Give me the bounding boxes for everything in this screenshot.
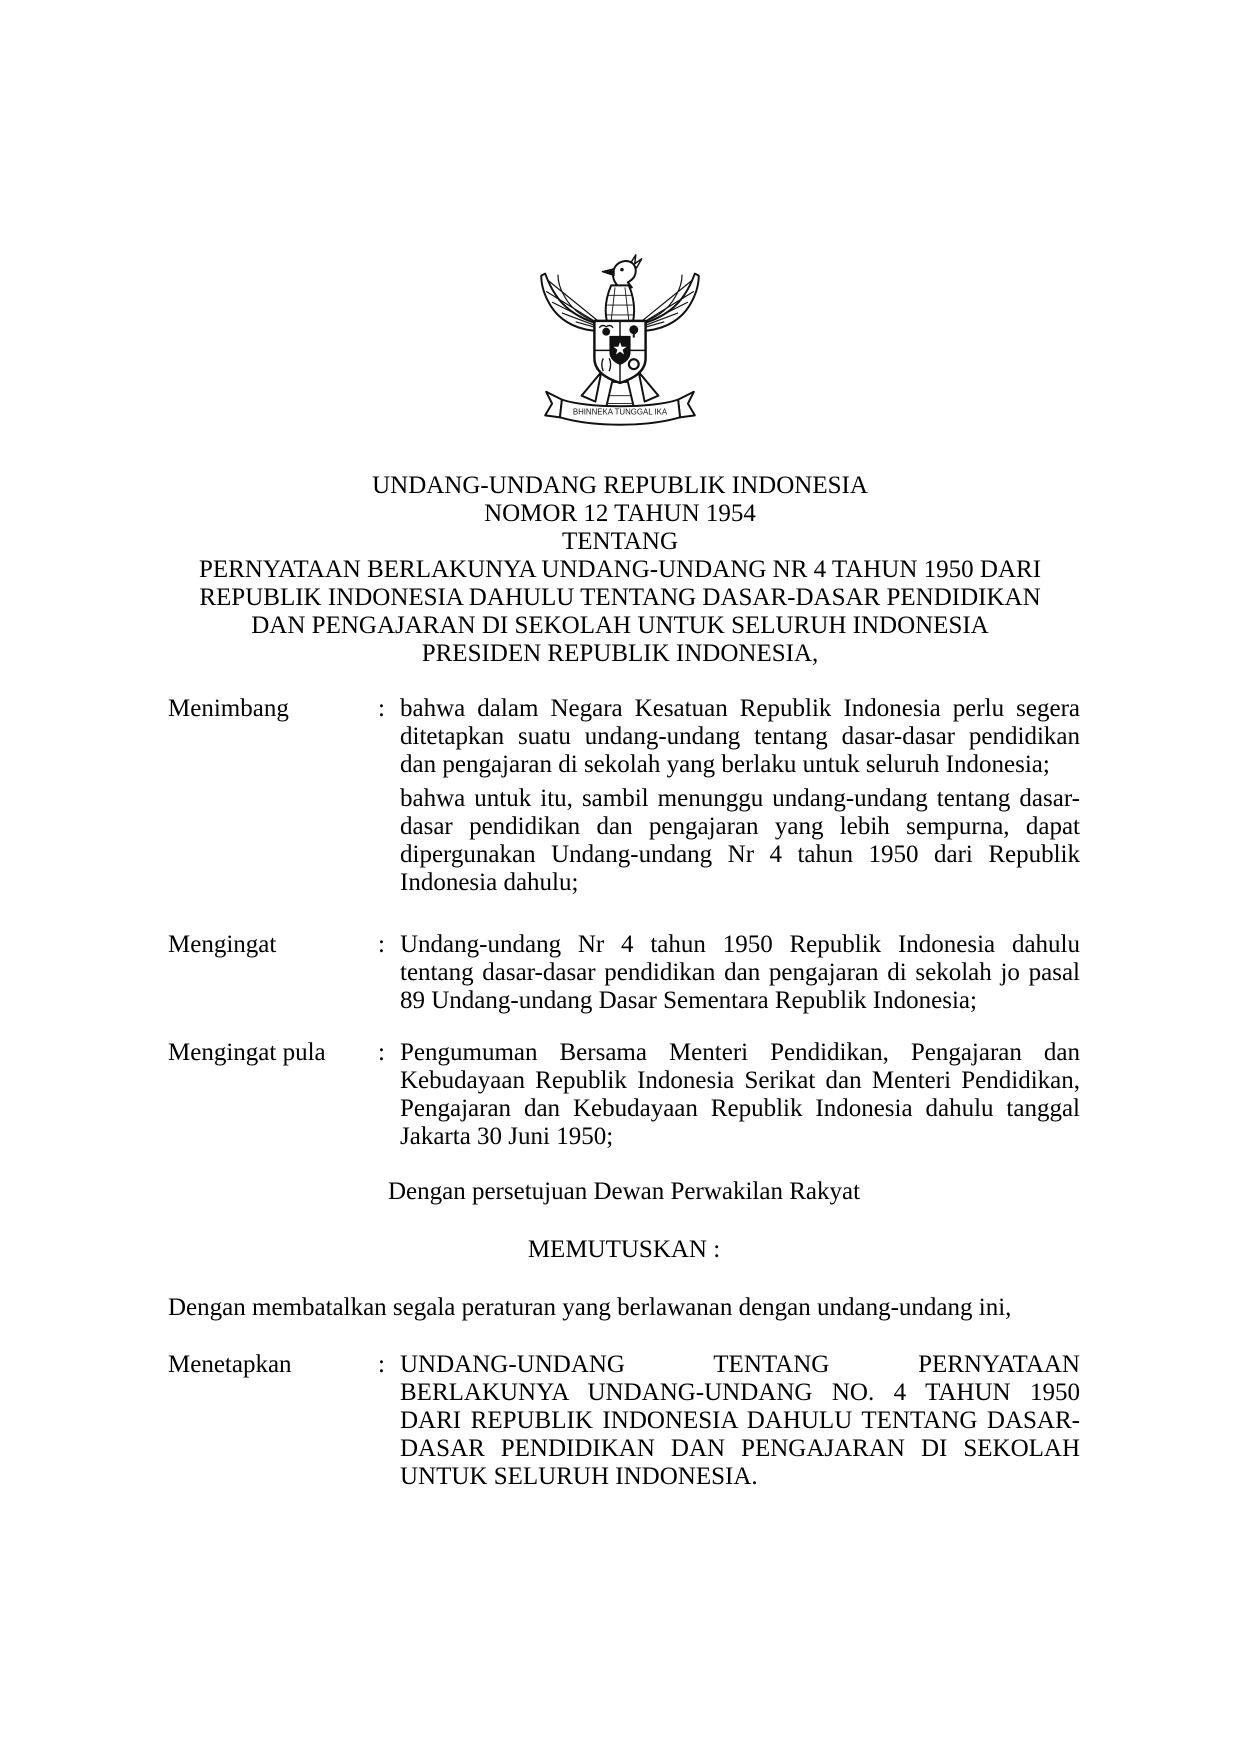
title-line: PRESIDEN REPUBLIK INDONESIA, — [421, 640, 819, 667]
revocation-line: Dengan membatalkan segala peraturan yang berlawanan dengan undang-undang ini, — [168, 1294, 1012, 1321]
emblem-banner-text: BHINNEKA TUNGGAL IKA — [572, 407, 668, 417]
document-title-block — [0, 472, 1240, 668]
clause-label: Menetapkan — [168, 1351, 292, 1378]
clause-label: Mengingat — [168, 931, 277, 958]
title-line: TENTANG — [561, 528, 679, 555]
clause-paragraph: bahwa dalam Negara Kesatuan Republik Indonesia perlu segera ditetapkan suatu undang-undang tentang dasar-dasar pendidikan dan pengajaran di sekolah yang berlaku untuk seluruh Indonesia; — [400, 695, 1080, 778]
document-body — [168, 695, 1080, 1491]
title-line: NOMOR 12 TAHUN 1954 — [484, 500, 756, 527]
title-line: PERNYATAAN BERLAKUNYA UNDANG-UNDANG NR 4 TAHUN 1950 DARI — [198, 556, 1042, 583]
enactment-paragraph: UNDANG-UNDANG TENTANG PERNYATAAN BERLAKUNYA UNDANG-UNDANG NO. 4 TAHUN 1950 DARI REPUBLIK INDONESIA DAHULU TENTANG DASAR-DASAR PENDIDIKAN DAN PENGAJARAN DI SEKOLAH UNTUK SELURUH INDONESIA. — [400, 1351, 1080, 1490]
clause-colon: : — [378, 1039, 385, 1066]
clause-paragraph: Pengumuman Bersama Menteri Pendidikan, Pengajaran dan Kebudayaan Republik Indonesia Serikat dan Menteri Pendidikan, Pengajaran dan Kebudayaan Republik Indonesia dahulu tanggal Jakarta 30 Juni 1950; — [400, 1039, 1080, 1150]
clause-colon: : — [378, 695, 385, 722]
clause-mengingat-pula — [168, 1039, 1080, 1151]
clause-text — [400, 695, 1080, 897]
clause-menimbang — [168, 695, 1080, 897]
title-line: UNDANG-UNDANG REPUBLIK INDONESIA — [372, 472, 868, 499]
clause-paragraph: bahwa untuk itu, sambil menunggu undang-undang tentang dasar-dasar pendidikan dan pengajaran yang lebih sempurna, dapat dipergunakan Undang-undang Nr 4 tahun 1950 dari Republik Indonesia dahulu; — [400, 785, 1080, 896]
clause-text — [400, 1039, 1080, 1151]
garuda-pancasila-emblem — [534, 248, 706, 440]
decision-heading: MEMUTUSKAN : — [527, 1236, 721, 1263]
clause-colon: : — [378, 1351, 385, 1378]
title-line: REPUBLIK INDONESIA DAHULU TENTANG DASAR-DASAR PENDIDIKAN — [199, 584, 1041, 611]
agreement-line: Dengan persetujuan Dewan Perwakilan Rakyat — [387, 1178, 861, 1205]
clause-label: Mengingat pula — [168, 1039, 326, 1066]
clause-colon: : — [378, 931, 385, 958]
clause-text — [400, 931, 1080, 1015]
clause-paragraph: Undang-undang Nr 4 tahun 1950 Republik Indonesia dahulu tentang dasar-dasar pendidikan dan pengajaran di sekolah jo pasal 89 Undang-undang Dasar Sementara Republik Indonesia; — [400, 931, 1080, 1014]
clause-text — [400, 1351, 1080, 1491]
title-line: DAN PENGAJARAN DI SEKOLAH UNTUK SELURUH INDONESIA — [251, 612, 989, 639]
clause-label: Menimbang — [168, 695, 289, 722]
clause-mengingat — [168, 931, 1080, 1015]
garuda-eagle-icon — [534, 248, 706, 440]
clause-menetapkan — [168, 1351, 1080, 1491]
